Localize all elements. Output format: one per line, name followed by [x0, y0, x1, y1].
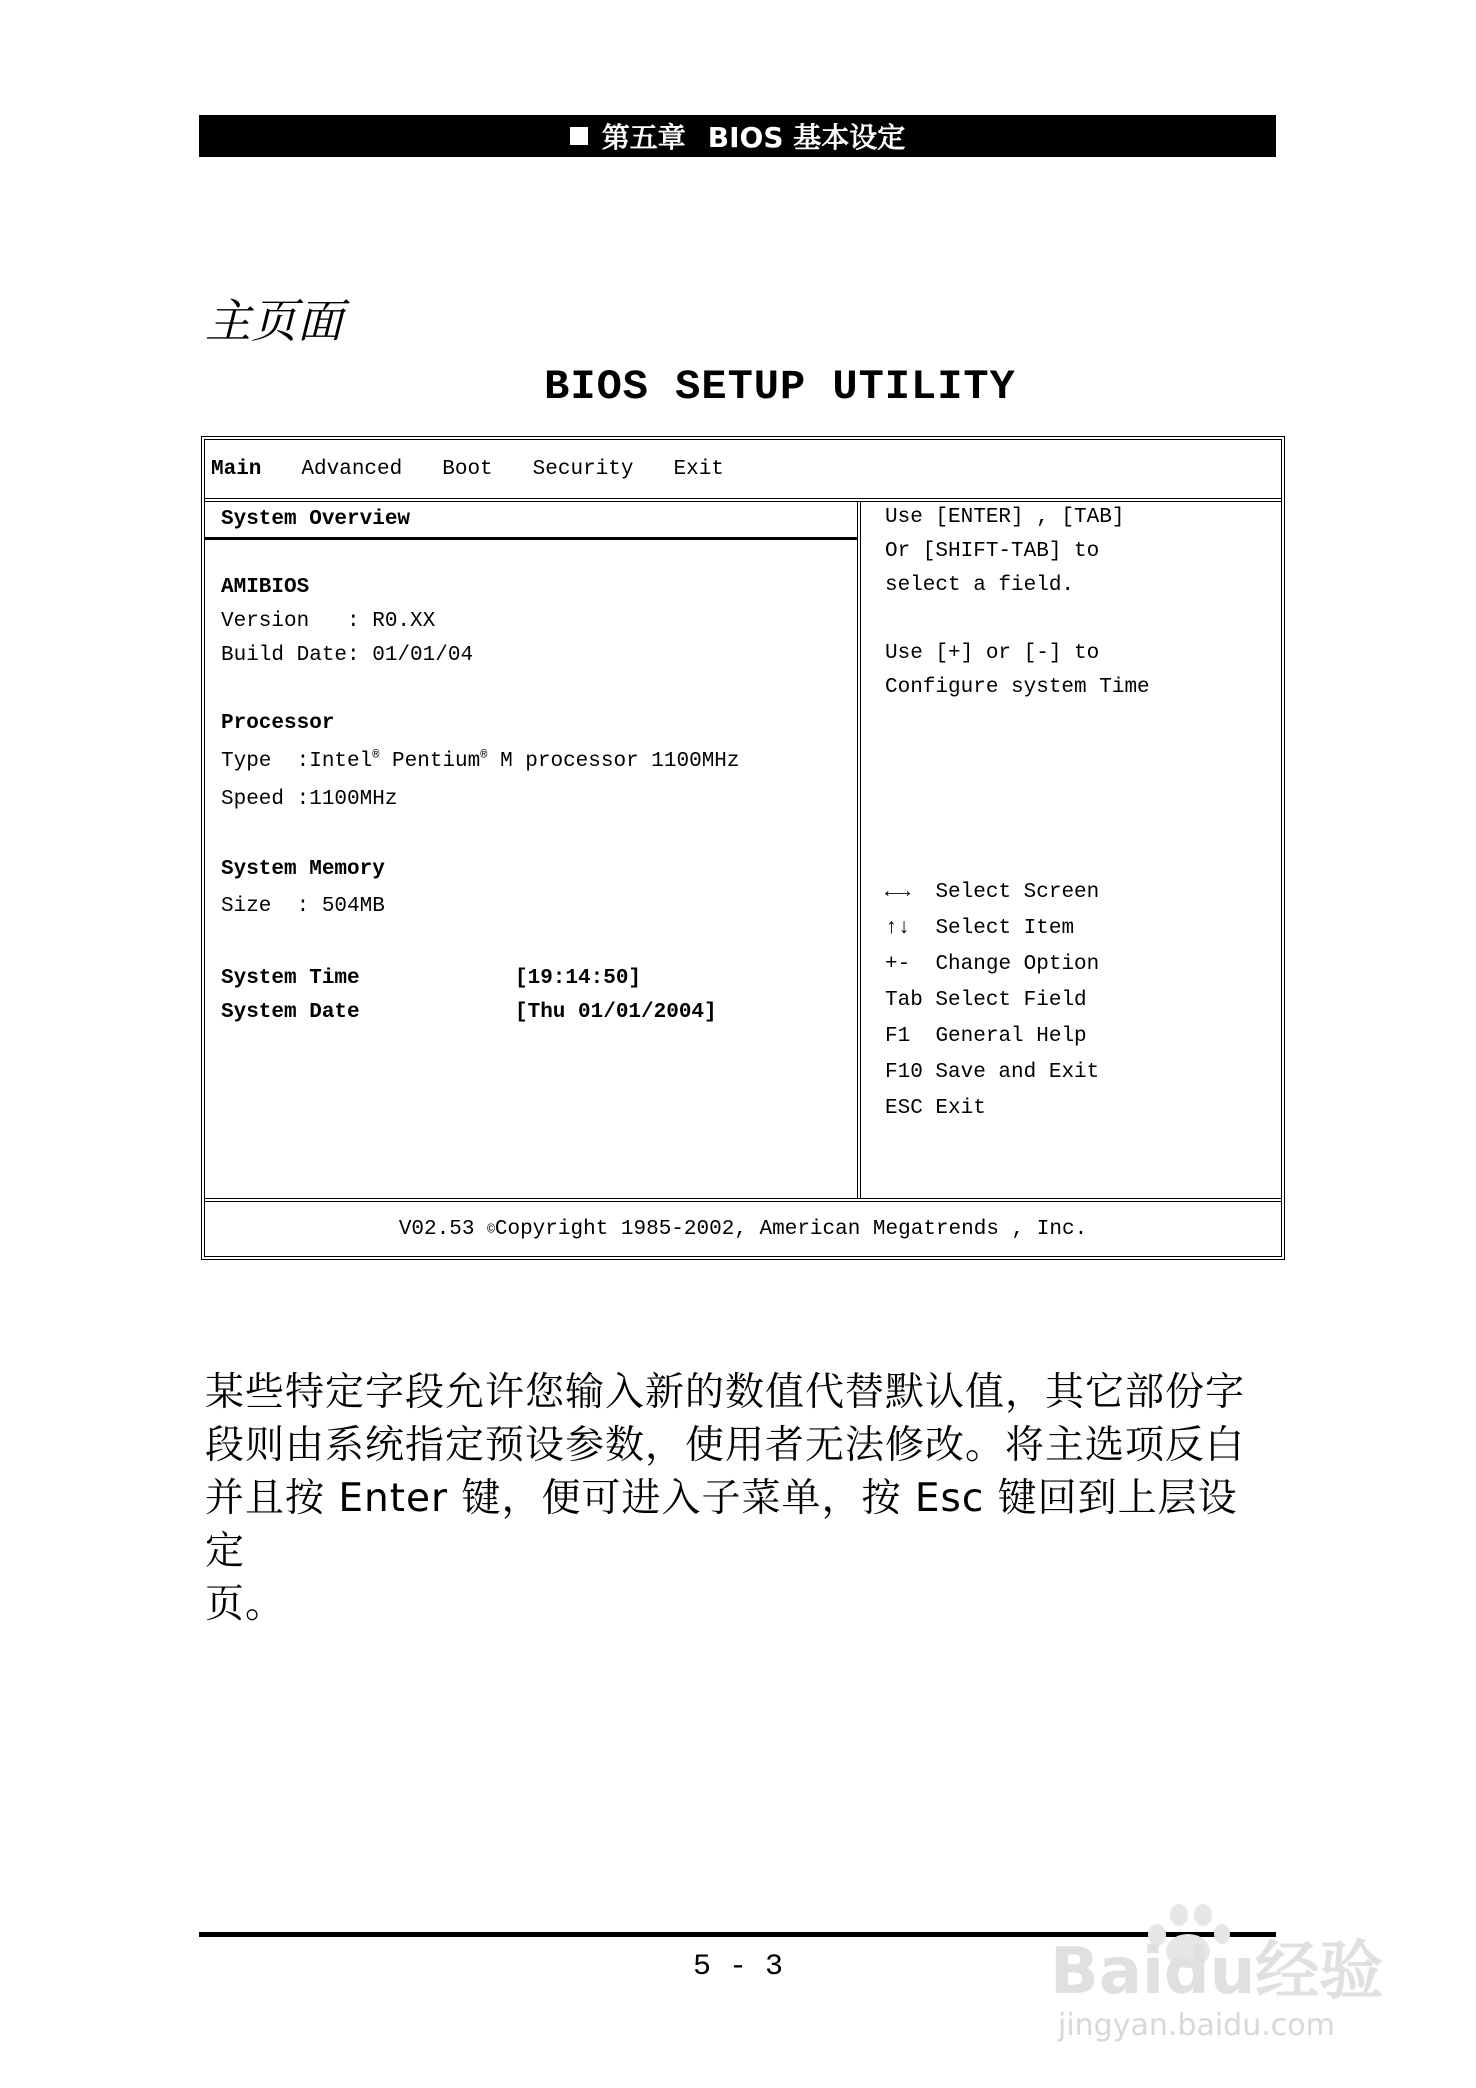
- key-hint-change-option: [885, 953, 1099, 976]
- type-suffix: M processor 1100MHz: [487, 750, 740, 773]
- copyright-text: Copyright 1985-2002, American Megatrends , Inc.: [494, 1217, 1088, 1241]
- section-title: 主页面: [205, 294, 343, 348]
- menu-item-boot[interactable]: Boot: [442, 457, 493, 481]
- key-hint-key: F1: [885, 1025, 911, 1048]
- processor-label: Processor: [221, 712, 335, 735]
- menu-bar: [205, 440, 1281, 502]
- menu-item-security[interactable]: Security: [532, 457, 634, 481]
- key-hint-desc: Select Item: [935, 917, 1075, 940]
- key-hint-key: F10: [885, 1061, 923, 1084]
- processor-type-line: [221, 748, 740, 773]
- page-number: 5 - 3: [692, 1950, 783, 1984]
- copyright-mark: ©: [487, 1221, 495, 1237]
- system-time-label: System Time: [221, 967, 360, 990]
- key-hint-desc: Exit: [935, 1097, 986, 1120]
- help-line: Use [+] or [-] to: [885, 642, 1100, 665]
- system-time-field[interactable]: [19:14:50]: [515, 967, 642, 990]
- description-paragraph: [205, 1366, 1260, 1631]
- amibios-label: AMIBIOS: [221, 576, 310, 599]
- processor-speed-line: Speed :1100MHz: [221, 788, 398, 811]
- chapter-header: [199, 115, 1276, 157]
- menu-item-exit[interactable]: Exit: [673, 457, 724, 481]
- build-date-line: Build Date: 01/01/04: [221, 644, 474, 667]
- up-down-arrows-icon: ↑↓: [885, 917, 911, 940]
- copyright-footer: [205, 1198, 1281, 1256]
- baidu-watermark: [1050, 1900, 1390, 2050]
- menu-item-main[interactable]: Main: [211, 457, 262, 481]
- version-line: Version : R0.XX: [221, 610, 436, 633]
- key-hint-exit: [885, 1097, 986, 1120]
- type-prefix: Type :Intel: [221, 750, 373, 773]
- key-hint-save-exit: [885, 1061, 1099, 1084]
- bios-screen: [201, 436, 1285, 1260]
- registered-mark: ®: [480, 748, 488, 762]
- menu-item-advanced[interactable]: Advanced: [301, 457, 403, 481]
- system-date-field[interactable]: [Thu 01/01/2004]: [515, 1001, 717, 1024]
- utility-title: BIOS SETUP UTILITY: [544, 363, 1016, 411]
- memory-label: System Memory: [221, 858, 385, 881]
- help-panel: [861, 502, 1281, 1198]
- watermark-text: Baidu经验: [1050, 1935, 1384, 2009]
- paragraph-line: 并且按 Enter 键，便可进入子菜单，按 Esc 键回到上层设定: [205, 1476, 1238, 1574]
- type-mid: Pentium: [379, 750, 481, 773]
- key-hint-desc: Save and Exit: [935, 1061, 1100, 1084]
- chapter-title: BIOS 基本设定: [707, 121, 906, 154]
- paragraph-line: 页。: [205, 1582, 286, 1627]
- key-hint-key: Tab: [885, 989, 923, 1012]
- help-line: Configure system Time: [885, 676, 1150, 699]
- key-hint-desc: Select Screen: [935, 881, 1100, 904]
- key-hint-desc: General Help: [935, 1025, 1087, 1048]
- key-hint-select-item: [885, 917, 1074, 940]
- key-hint-key: +-: [885, 953, 911, 976]
- help-line: select a field.: [885, 574, 1075, 597]
- memory-size-line: Size : 504MB: [221, 895, 385, 918]
- key-hint-select-field: [885, 989, 1087, 1012]
- chapter-label: 第五章: [601, 121, 686, 154]
- help-line: Or [SHIFT-TAB] to: [885, 540, 1100, 563]
- key-hint-desc: Select Field: [935, 989, 1087, 1012]
- square-bullet-icon: [570, 127, 588, 145]
- paragraph-line: 段则由系统指定预设参数，使用者无法修改。将主选项反白: [205, 1423, 1246, 1468]
- panel-heading: System Overview: [205, 502, 857, 540]
- registered-mark: ®: [372, 748, 380, 762]
- system-date-label: System Date: [221, 1001, 360, 1024]
- paragraph-line: 某些特定字段允许您输入新的数值代替默认值，其它部份字: [205, 1370, 1246, 1415]
- left-right-arrows-icon: ←→: [885, 881, 911, 904]
- key-hint-select-screen: [885, 881, 1099, 904]
- key-hint-key: ESC: [885, 1097, 923, 1120]
- key-hint-desc: Change Option: [935, 953, 1100, 976]
- help-line: Use [ENTER] , [TAB]: [885, 506, 1125, 529]
- bios-version: V02.53: [398, 1217, 475, 1241]
- watermark-url: jingyan.baidu.com: [1058, 2008, 1335, 2043]
- system-overview-panel: [205, 502, 861, 1198]
- key-hint-general-help: [885, 1025, 1087, 1048]
